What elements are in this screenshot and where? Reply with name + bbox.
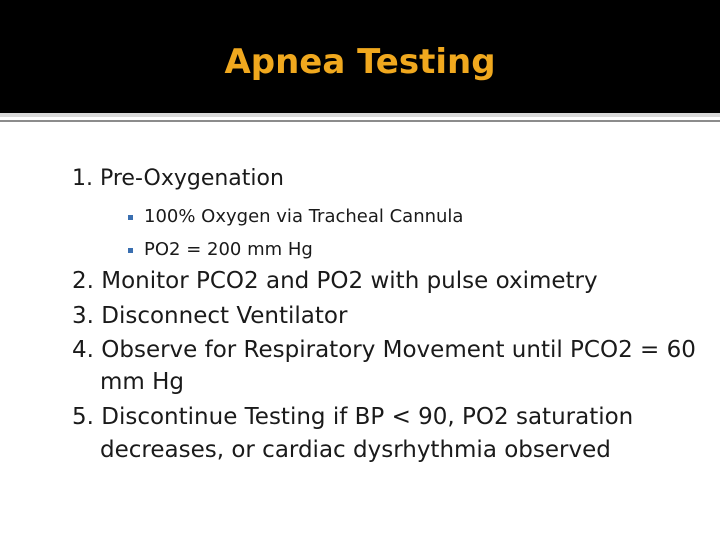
list-item-5-cont: decreases, or cardiac dysrhythmia observed — [100, 437, 611, 463]
sub-item-oxygen: 100% Oxygen via Tracheal Cannula — [144, 206, 464, 227]
slide-title: Apnea Testing — [224, 42, 496, 82]
list-item-4: 4. Observe for Respiratory Movement until PCO2 = 60 — [72, 337, 696, 363]
list-item-1: 1. Pre-Oxygenation — [72, 166, 284, 191]
list-item-3: 3. Disconnect Ventilator — [72, 303, 348, 329]
list-item-5: 5. Discontinue Testing if BP < 90, PO2 saturation — [72, 404, 634, 430]
list-item-4-cont: mm Hg — [100, 369, 185, 395]
list-item-2: 2. Monitor PCO2 and PO2 with pulse oximetry — [72, 268, 598, 294]
bullet-icon — [128, 248, 133, 253]
bullet-icon — [128, 215, 133, 220]
sub-item-po2: PO2 = 200 mm Hg — [144, 239, 313, 260]
